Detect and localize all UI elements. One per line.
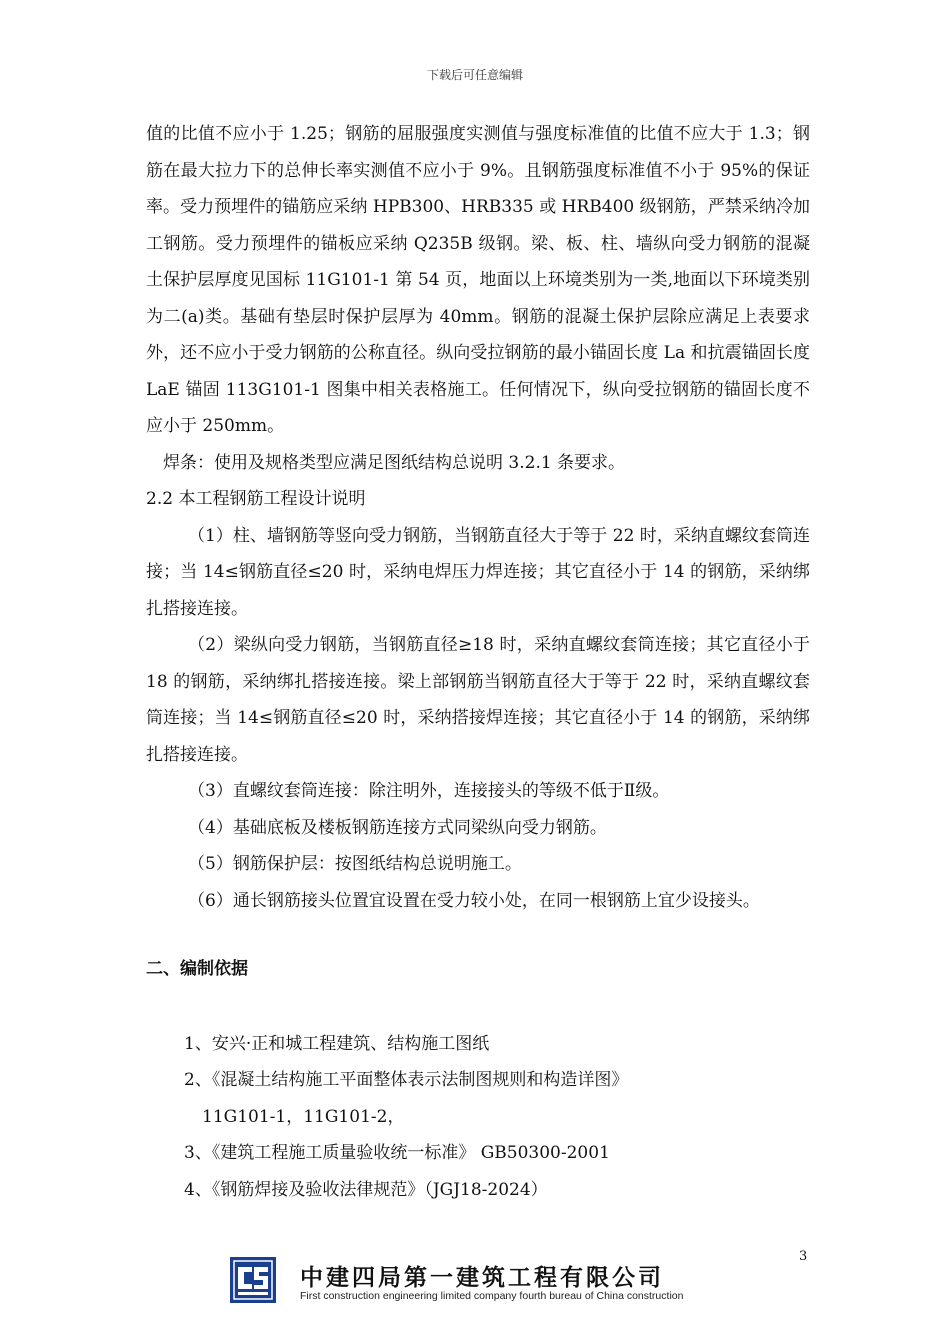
paragraph-item-3: （3）直螺纹套筒连接：除注明外，连接接头的等级不低于Ⅱ级。 (188, 781, 670, 801)
reference-item-2: 2、《混凝土结构施工平面整体表示法制图规则和构造详图》 (184, 1070, 629, 1090)
reference-item-2-continued: 11G101-1，11G101-2， (202, 1106, 405, 1127)
cscec-logo-icon (230, 1257, 276, 1303)
page-header: 下载后可任意编辑 (426, 68, 523, 82)
company-name-chinese: 中建四局第一建筑工程有限公司 (300, 1265, 664, 1291)
reference-item-3: 3、《建筑工程施工质量验收统一标准》 GB50300-2001 (184, 1143, 610, 1163)
paragraph-item-2: （2）梁纵向受力钢筋，当钢筋直径≥18 时，采纳直螺纹套筒连接；其它直径小于 18 的钢筋，采纳绑扎搭接连接。梁上部钢筋当钢筋直径大于等于 22 时，采纳直螺纹套筒连接；当 14≤钢筋直径≤20 时，采纳搭接焊连接；其它直径小于 14 的钢筋，采纳绑扎搭接连接。 (146, 635, 810, 765)
paragraph-steel-requirements: 值的比值不应小于 1.25；钢筋的屈服强度实测值与强度标准值的比值不应大于 1.3；钢筋在最大拉力下的总伸长率实测值不应小于 9%。且钢筋强度标准值不小于 95%的保证率。受力预埋件的锚筋应采纳 HPB300、HRB335 或 HRB400 级钢筋，严禁采纳冷加工钢筋。受力预埋件的锚板应采纳 Q235B 级钢。梁、板、柱、墙纵向受力钢筋的混凝土保护层厚度见国标 11G101-1 第 54 页，地面以上环境类别为一类,地面以下环境类别为二(a)类。基础有垫层时保护层厚为 40mm。钢筋的混凝土保护层除应满足上表要求外，还不应小于受力钢筋的公称直径。纵向受拉钢筋的最小锚固长度 La 和抗震锚固长度 LaE 锚固 113G101-1 图集中相关表格施工。任何情况下，纵向受拉钢筋的锚固长度不应小于 250mm。 (146, 124, 810, 436)
reference-item-4: 4、《钢筋焊接及验收法律规范》（JGJ18-2024） (184, 1179, 548, 1200)
paragraph-item-5: （5）钢筋保护层：按图纸结构总说明施工。 (188, 854, 522, 874)
page-number: 3 (799, 1249, 808, 1264)
paragraph-item-4: （4）基础底板及楼板钢筋连接方式同梁纵向受力钢筋。 (188, 817, 607, 838)
paragraph-item-1: （1）柱、墙钢筋等竖向受力钢筋，当钢筋直径大于等于 22 时，采纳直螺纹套筒连接；当 14≤钢筋直径≤20 时，采纳电焊压力焊连接；其它直径小于 14 的钢筋，采纳绑扎搭接连接。 (146, 525, 810, 619)
reference-item-1: 1、安兴·正和城工程建筑、结构施工图纸 (184, 1033, 490, 1054)
section-title: 二、编制依据 (146, 959, 248, 979)
company-name-english: First construction engineering limited company fourth bureau of China construction (300, 1290, 684, 1302)
paragraph-welding-rod: 焊条：使用及规格类型应满足图纸结构总说明 3.2.1 条要求。 (163, 452, 626, 473)
paragraph-item-6: （6）通长钢筋接头位置宜设置在受力较小处，在同一根钢筋上宜少设接头。 (188, 890, 760, 911)
company-footer (230, 1257, 710, 1307)
subsection-title: 2.2 本工程钢筋工程设计说明 (146, 489, 366, 509)
document-body (146, 116, 810, 1208)
